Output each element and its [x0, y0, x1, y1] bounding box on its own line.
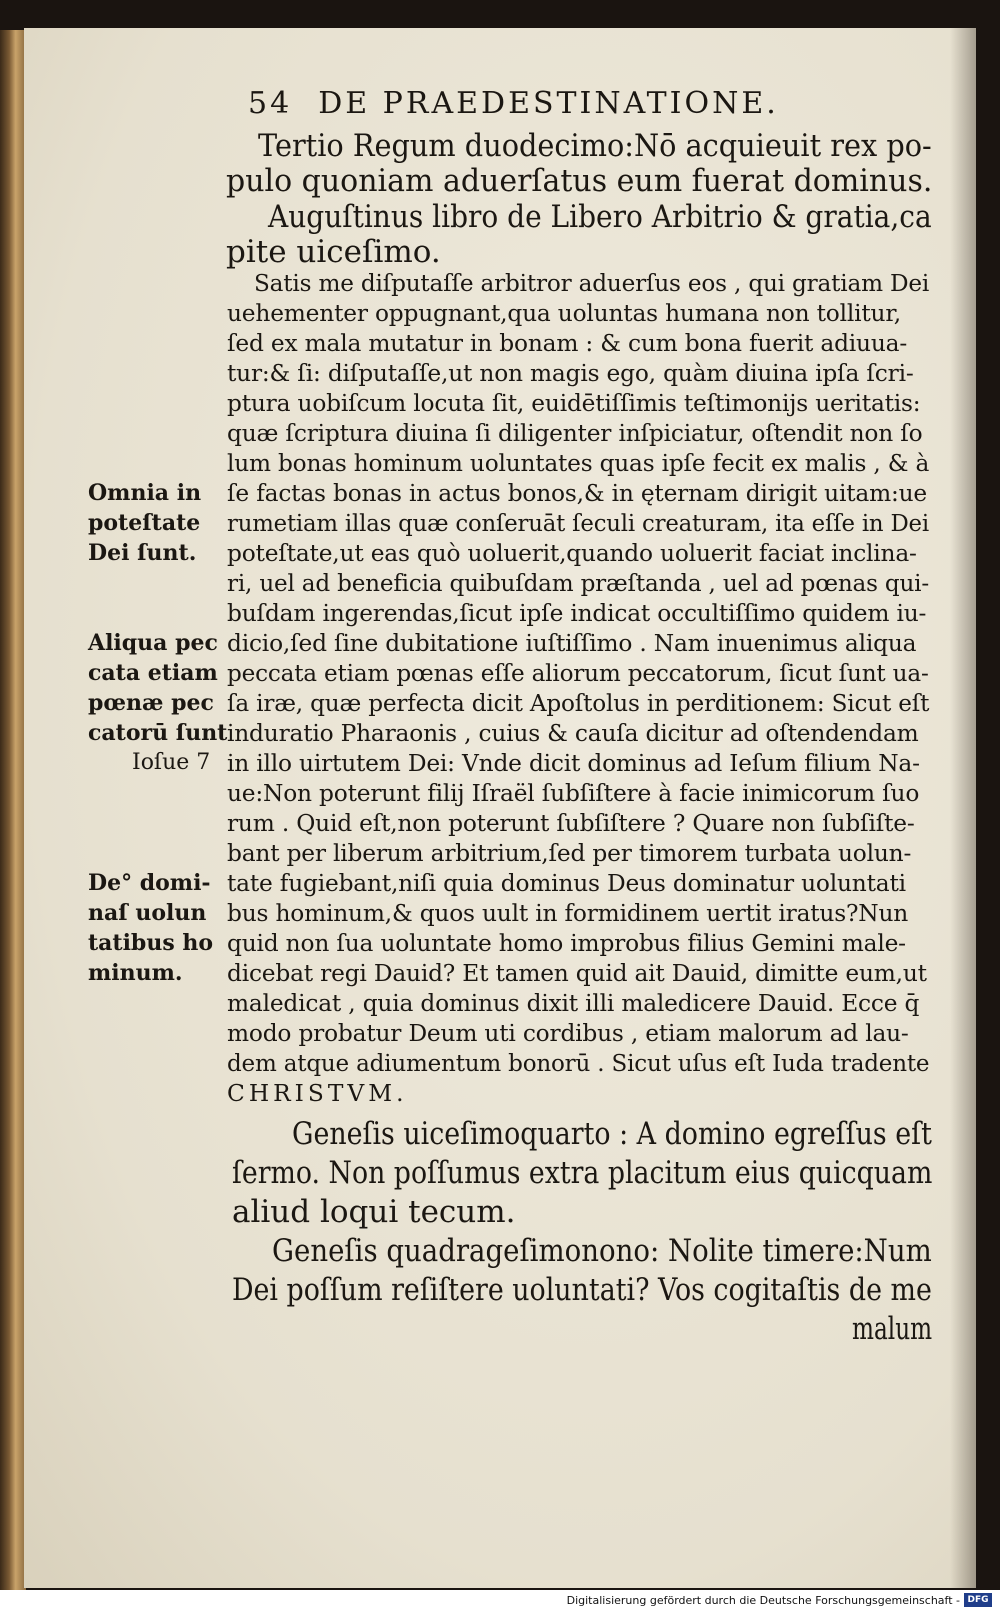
margin-note: tatibus ho [88, 930, 214, 956]
body-line: bant per liberum arbitrium,ſed per timorem turbata uolun- [227, 840, 912, 867]
closing-line: aliud loqui tecum. [232, 1194, 516, 1230]
margin-note: Aliqua pec [88, 630, 218, 656]
body-line: modo probatur Deum uti cordibus , etiam malorum ad lau- [227, 1020, 909, 1047]
margin-note: cata etiam [88, 660, 218, 686]
body-line: rum . Quid eſt,non poterunt ſubſiſtere ? Quare non ſubſiſte- [227, 810, 915, 837]
body-line: ſa iræ, quæ perfecta dicit Apoſtolus in perditionem: Sicut eſt [227, 690, 930, 717]
body-line: ſe factas bonas in actus bonos,& in ęternam dirigit uitam:ue [227, 480, 928, 507]
body-line: Satis me diſputaſſe arbitror aduerſus eos , qui gratiam Dei [254, 270, 930, 297]
body-line: in illo uirtutem Dei: Vnde dicit dominus ad Ieſum filium Na- [227, 750, 920, 777]
closing-line: Dei poſſum reſiſtere uoluntati? Vos cogitaſtis de me [232, 1272, 932, 1308]
body-line: ue:Non poterunt filij Iſraël ſubſiſtere à facie inimicorum ſuo [227, 780, 920, 807]
margin-note: catorū ſunt [88, 720, 228, 746]
margin-note: poteſtate [88, 510, 201, 536]
closing-line: Geneſis uiceſimoquarto : A domino egreſſus eſt [292, 1116, 932, 1152]
page-number: 54 [248, 86, 293, 121]
running-header [248, 86, 779, 121]
body-line: dicebat regi Dauid? Et tamen quid ait Dauid, dimitte eum,ut [227, 960, 927, 987]
body-line: ſed ex mala mutatur in bonam : & cum bona fuerit adiuua- [227, 330, 908, 357]
header-title: DE PRAEDESTINATIONE. [318, 86, 779, 121]
margin-note: De° domi- [88, 870, 211, 896]
body-line: peccata etiam pœnas eſſe aliorum peccatorum, ſicut ſunt ua- [227, 660, 929, 687]
footer-bar [0, 1590, 1000, 1612]
footer-credit: Digitalisierung gefördert durch die Deutsche Forschungsgemeinschaft - [566, 1594, 960, 1607]
margin-note: naſ uolun [88, 900, 207, 926]
margin-note: Ioſue 7 [132, 750, 211, 775]
body-line: CHRISTVM. [227, 1080, 408, 1107]
body-line: uehementer oppugnant,qua uoluntas humana non tollitur, [227, 300, 901, 327]
closing-line: ſermo. Non poſſumus extra placitum eius quicquam [232, 1155, 933, 1191]
margin-note: minum. [88, 960, 183, 986]
body-line: induratio Pharaonis , cuius & cauſa dicitur ad oſtendendam [227, 720, 919, 747]
body-line: maledicat , quia dominus dixit illi maledicere Dauid. Ecce q̄ [227, 990, 920, 1017]
intro-line: pite uiceſimo. [226, 234, 441, 270]
body-line: tur:& ſi: diſputaſſe,ut non magis ego, quàm diuina ipſa ſcri- [227, 360, 914, 387]
intro-line: Tertio Regum duodecimo:Nō acquieuit rex po- [258, 128, 932, 164]
intro-line: pulo quoniam aduerſatus eum fuerat dominus. [226, 163, 933, 199]
intro-line: Auguſtinus libro de Libero Arbitrio & gratia,ca [268, 199, 932, 235]
body-line: ri, uel ad beneficia quibuſdam præſtanda , uel ad pœnas qui- [227, 570, 929, 597]
body-line: buſdam ingerendas,ſicut ipſe indicat occultiſſimo quidem iu- [227, 600, 927, 627]
body-line: lum bonas hominum uoluntates quas ipſe fecit ex malis , & à [227, 450, 930, 477]
page-shadow [950, 28, 976, 1588]
body-line: poteſtate,ut eas quò uoluerit,quando uoluerit faciat inclina- [227, 540, 917, 567]
body-line: quid non ſua uoluntate homo improbus filius Gemini male- [227, 930, 906, 957]
margin-note: Omnia in [88, 480, 202, 506]
body-line: bus hominum,& quos uult in formidinem uertit iratus?Nun [227, 900, 909, 927]
book-page [24, 28, 976, 1588]
dfg-logo: DFG [964, 1593, 992, 1607]
margin-note: pœnæ pec [88, 690, 214, 716]
closing-line: malum [852, 1311, 933, 1347]
body-line: quæ ſcriptura diuina ſi diligenter inſpiciatur, oſtendit non ſo [227, 420, 923, 447]
body-line: ptura uobiſcum locuta ſit, euidētiſſimis teſtimonijs ueritatis: [227, 390, 921, 417]
body-line: dicio,ſed ſine dubitatione iuſtiſſimo . Nam inuenimus aliqua [227, 630, 917, 657]
closing-line: Geneſis quadrageſimonono: Nolite timere:Num [272, 1233, 932, 1269]
body-line: rumetiam illas quæ conſeruāt ſeculi creaturam, ita eſſe in Dei [227, 510, 929, 537]
body-line: dem atque adiumentum bonorū . Sicut uſus eſt Iuda tradente [227, 1050, 930, 1077]
margin-note: Dei ſunt. [88, 540, 197, 566]
body-line: tate fugiebant,niſi quia dominus Deus dominatur uoluntati [227, 870, 906, 897]
book-spine-edge [0, 30, 26, 1590]
